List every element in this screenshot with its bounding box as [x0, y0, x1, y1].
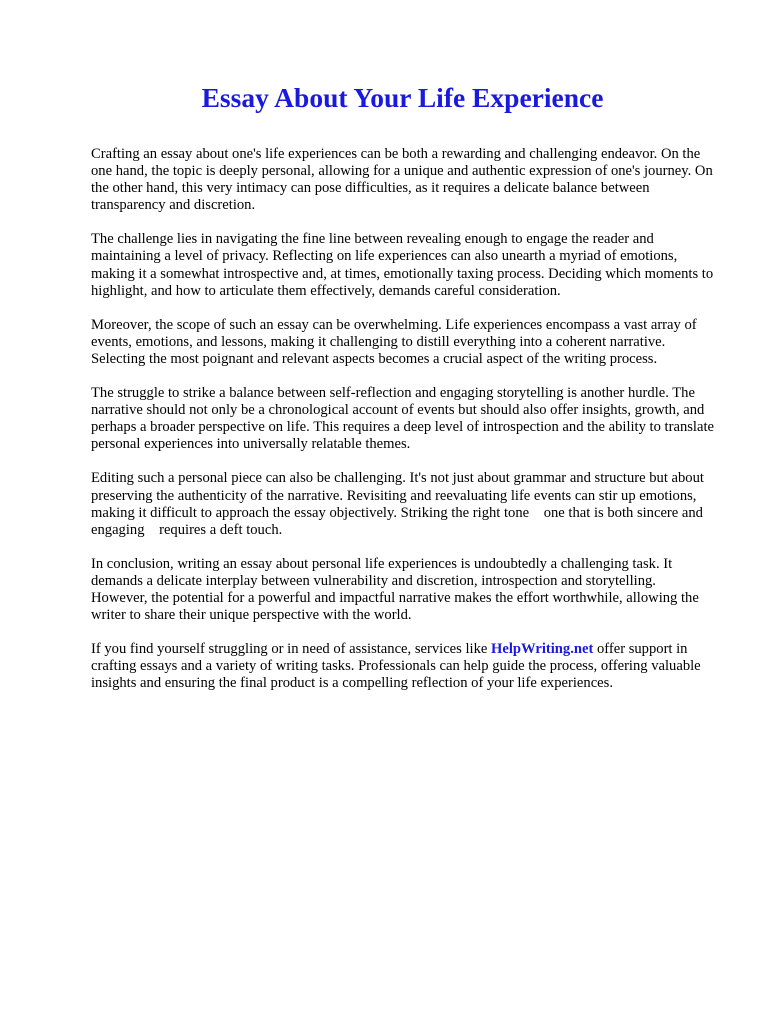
paragraph-challenge: The challenge lies in navigating the fine line between revealing enough to engage the reader and maintaining a level of privacy. Reflecting on life experiences can also unearth a myriad of emotions, making it a somewhat introspective and, at times, emotionally taxing process. Deciding which moments to highlight, and how to articulate them effectively, demands careful consideration.: [91, 231, 717, 299]
document-title: Essay About Your Life Experience: [201, 82, 604, 113]
paragraph-conclusion: In conclusion, writing an essay about personal life experiences is undoubtedly a challenging task. It demands a delicate interplay between vulnerability and discretion, introspection and storytelling. However, the potential for a powerful and impactful narrative makes the effort worthwhile, allowing the writer to share their unique perspective with the world.: [91, 555, 703, 624]
paragraph-editing: Editing such a personal piece can also be challenging. It's not just about grammar and structure but about preserving the authenticity of the narrative. Revisiting and reevaluating life events can stir up emotions, making it difficult to approach the essay objectively. Striking the right tone one that is both sincere and engaging requires a deft touch.: [91, 470, 708, 538]
paragraph-closing: [91, 641, 716, 692]
closing-text-after-link: offer support in crafting essays and a variety of writing tasks. Professionals can help guide the process, offering valuable insights and ensuring the final product is a compelling reflection of your life experiences.: [91, 641, 705, 692]
helpwriting-link[interactable]: HelpWriting.net: [491, 641, 594, 658]
paragraph-intro: Crafting an essay about one's life experiences can be both a rewarding and challenging endeavor. On the one hand, the topic is deeply personal, allowing for a unique and authentic expression of one's journey. On the other hand, this very intimacy can pose difficulties, as it requires a delicate balance between transparency and discretion.: [91, 146, 717, 214]
paragraph-scope: Moreover, the scope of such an essay can be overwhelming. Life experiences encompass a vast array of events, emotions, and lessons, making it challenging to distill everything into a coherent narrative. Selecting the most poignant and relevant aspects becomes a crucial aspect of the writing process.: [91, 316, 701, 367]
paragraph-balance: The struggle to strike a balance between self-reflection and engaging storytelling is another hurdle. The narrative should not only be a chronological account of events but should also offer insights, growth, and perhaps a broader perspective on life. This requires a deep level of introspection and the ability to translate personal experiences into universally relatable themes.: [91, 385, 718, 453]
closing-text-before-link: If you find yourself struggling or in need of assistance, services like: [91, 641, 492, 658]
